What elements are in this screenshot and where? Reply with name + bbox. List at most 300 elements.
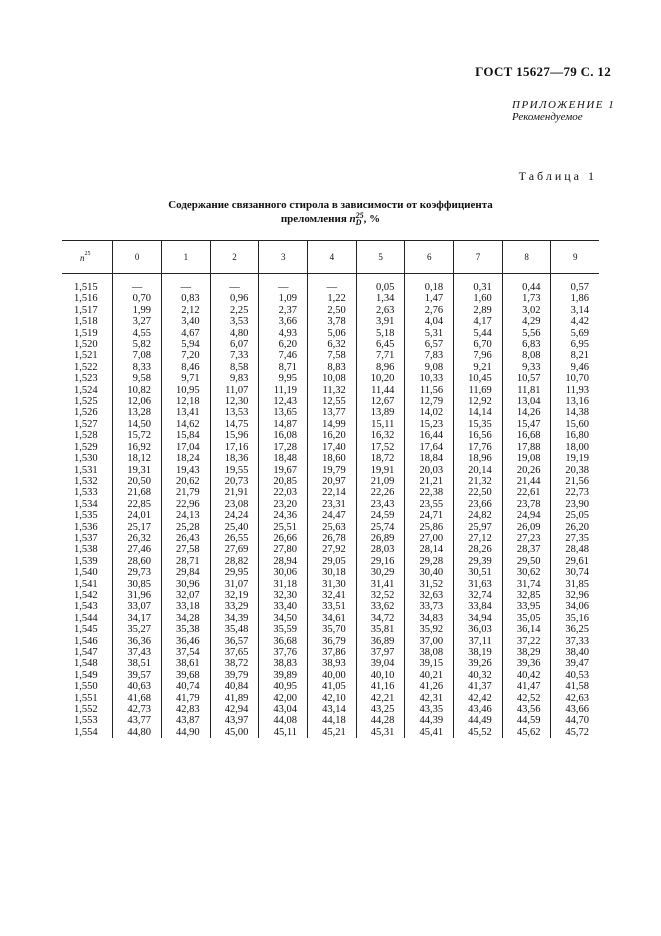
- styrene-value-cell: 14,99: [308, 419, 357, 430]
- table-row: [62, 590, 599, 601]
- styrene-value-cell: 29,73: [113, 567, 162, 578]
- styrene-value-cell: 3,66: [259, 316, 308, 327]
- styrene-value-cell: 22,61: [502, 487, 551, 498]
- styrene-value-cell: 21,56: [551, 476, 599, 487]
- header-col-8: 8: [502, 241, 551, 274]
- styrene-value-cell: 3,78: [308, 316, 357, 327]
- spacer-cell: [259, 274, 308, 283]
- styrene-value-cell: 3,14: [551, 305, 599, 316]
- table-row: [62, 487, 599, 498]
- styrene-value-cell: 34,17: [113, 613, 162, 624]
- styrene-value-cell: 22,03: [259, 487, 308, 498]
- table-row: [62, 396, 599, 407]
- styrene-value-cell: 30,62: [502, 567, 551, 578]
- styrene-value-cell: 3,91: [356, 316, 405, 327]
- styrene-value-cell: 19,19: [551, 453, 599, 464]
- styrene-value-cell: 26,89: [356, 533, 405, 544]
- table-row: [62, 567, 599, 578]
- row-refractive-index: 1,522: [74, 361, 98, 373]
- styrene-value-cell: 31,07: [210, 579, 259, 590]
- table-caption: [0, 199, 661, 226]
- styrene-value-cell: 10,33: [405, 373, 454, 384]
- table-row: [62, 282, 599, 293]
- styrene-value-cell: 33,95: [502, 601, 551, 612]
- styrene-value-cell: 15,72: [113, 430, 162, 441]
- table-row: [62, 316, 599, 327]
- styrene-value-cell: 6,83: [502, 339, 551, 350]
- styrene-value-cell: 27,35: [551, 533, 599, 544]
- styrene-value-cell: 36,03: [454, 624, 503, 635]
- row-refractive-index: 1,520: [74, 339, 98, 351]
- styrene-value-cell: 26,32: [113, 533, 162, 544]
- styrene-value-cell: 36,25: [551, 624, 599, 635]
- styrene-value-cell: 43,66: [551, 704, 599, 715]
- styrene-value-cell: 12,79: [405, 396, 454, 407]
- styrene-value-cell: 26,09: [502, 522, 551, 533]
- styrene-value-cell: 24,24: [210, 510, 259, 521]
- styrene-value-cell: 3,53: [210, 316, 259, 327]
- styrene-value-cell: 1,22: [308, 293, 357, 304]
- styrene-value-cell: 13,28: [113, 407, 162, 418]
- styrene-value-cell: 37,86: [308, 647, 357, 658]
- page-header: ГОСТ 15627—79 С. 12: [475, 64, 611, 79]
- styrene-value-cell: 4,80: [210, 328, 259, 339]
- styrene-value-cell: 39,15: [405, 658, 454, 669]
- styrene-value-cell: 21,91: [210, 487, 259, 498]
- styrene-value-cell: 17,76: [454, 442, 503, 453]
- styrene-value-cell: 6,07: [210, 339, 259, 350]
- table-row: [62, 293, 599, 304]
- styrene-value-cell: 28,60: [113, 556, 162, 567]
- styrene-value-cell: 6,45: [356, 339, 405, 350]
- styrene-value-cell: 41,58: [551, 681, 599, 692]
- styrene-value-cell: 34,83: [405, 613, 454, 624]
- styrene-value-cell: 8,46: [161, 362, 210, 373]
- styrene-value-cell: 7,96: [454, 350, 503, 361]
- styrene-value-cell: 30,40: [405, 567, 454, 578]
- styrene-value-cell: 40,84: [210, 681, 259, 692]
- styrene-value-cell: 29,84: [161, 567, 210, 578]
- table-row: [62, 305, 599, 316]
- row-refractive-index: 1,519: [74, 327, 98, 339]
- styrene-value-cell: 44,18: [308, 715, 357, 726]
- styrene-value-cell: 37,54: [161, 647, 210, 658]
- styrene-value-cell: 43,04: [259, 704, 308, 715]
- header-col-6: 6: [405, 241, 454, 274]
- styrene-value-cell: 22,73: [551, 487, 599, 498]
- styrene-value-cell: 3,40: [161, 316, 210, 327]
- styrene-value-cell: 8,58: [210, 362, 259, 373]
- styrene-value-cell: 18,36: [210, 453, 259, 464]
- table-row: [62, 407, 599, 418]
- table-row: [62, 544, 599, 555]
- styrene-value-cell: 17,52: [356, 442, 405, 453]
- table-row: [62, 579, 599, 590]
- row-refractive-index: 1,533: [74, 487, 98, 499]
- styrene-value-cell: 34,94: [454, 613, 503, 624]
- styrene-value-cell: 21,21: [405, 476, 454, 487]
- styrene-value-cell: 43,87: [161, 715, 210, 726]
- spacer-cell: [308, 274, 357, 283]
- table-row: [62, 453, 599, 464]
- header-n: n: [80, 253, 85, 263]
- styrene-value-cell: 42,73: [113, 704, 162, 715]
- row-refractive-index: 1,538: [74, 544, 98, 556]
- styrene-value-cell: 30,96: [161, 579, 210, 590]
- styrene-value-cell: 27,69: [210, 544, 259, 555]
- styrene-value-cell: 28,26: [454, 544, 503, 555]
- styrene-value-cell: 29,50: [502, 556, 551, 567]
- symbol-sup: 25: [355, 211, 364, 220]
- styrene-value-cell: 16,44: [405, 430, 454, 441]
- styrene-value-cell: 41,37: [454, 681, 503, 692]
- styrene-value-cell: 27,80: [259, 544, 308, 555]
- styrene-value-cell: 26,20: [551, 522, 599, 533]
- styrene-value-cell: 40,53: [551, 670, 599, 681]
- styrene-value-cell: 33,18: [161, 601, 210, 612]
- styrene-value-cell: 35,81: [356, 624, 405, 635]
- styrene-value-cell: 20,26: [502, 465, 551, 476]
- styrene-value-cell: 15,96: [210, 430, 259, 441]
- styrene-value-cell: 14,26: [502, 407, 551, 418]
- styrene-value-cell: 0,83: [161, 293, 210, 304]
- styrene-value-cell: 14,75: [210, 419, 259, 430]
- table-row: [62, 385, 599, 396]
- styrene-value-cell: 1,34: [356, 293, 405, 304]
- styrene-value-cell: 19,67: [259, 465, 308, 476]
- styrene-value-cell: 8,83: [308, 362, 357, 373]
- styrene-value-cell: 42,83: [161, 704, 210, 715]
- table-header-row: [62, 241, 599, 274]
- styrene-value-cell: 42,42: [454, 693, 503, 704]
- table-spacer-row: [62, 274, 599, 283]
- styrene-value-cell: 11,69: [454, 385, 503, 396]
- styrene-value-cell: 13,77: [308, 407, 357, 418]
- styrene-value-cell: 17,64: [405, 442, 454, 453]
- styrene-value-cell: 14,02: [405, 407, 454, 418]
- table-row: [62, 693, 599, 704]
- styrene-value-cell: 36,36: [113, 636, 162, 647]
- row-refractive-index: 1,548: [74, 658, 98, 670]
- styrene-value-cell: 10,45: [454, 373, 503, 384]
- styrene-value-cell: 11,32: [308, 385, 357, 396]
- styrene-value-cell: 20,38: [551, 465, 599, 476]
- styrene-value-cell: 39,26: [454, 658, 503, 669]
- styrene-value-cell: 19,55: [210, 465, 259, 476]
- styrene-value-cell: 28,48: [551, 544, 599, 555]
- styrene-value-cell: 36,46: [161, 636, 210, 647]
- styrene-value-cell: 25,17: [113, 522, 162, 533]
- refractive-index-symbol: [350, 213, 364, 225]
- styrene-value-cell: 37,97: [356, 647, 405, 658]
- styrene-value-cell: 27,12: [454, 533, 503, 544]
- styrene-value-cell: 38,72: [210, 658, 259, 669]
- styrene-value-cell: 2,12: [161, 305, 210, 316]
- styrene-value-cell: 20,03: [405, 465, 454, 476]
- styrene-value-cell: 9,08: [405, 362, 454, 373]
- styrene-value-cell: 42,52: [502, 693, 551, 704]
- styrene-value-cell: 24,13: [161, 510, 210, 521]
- styrene-value-cell: 22,96: [161, 499, 210, 510]
- styrene-value-cell: 12,92: [454, 396, 503, 407]
- styrene-value-cell: 25,51: [259, 522, 308, 533]
- styrene-value-cell: 44,39: [405, 715, 454, 726]
- styrene-value-cell: 32,96: [551, 590, 599, 601]
- table-body: [62, 274, 599, 739]
- styrene-value-cell: 24,71: [405, 510, 454, 521]
- styrene-value-cell: 40,42: [502, 670, 551, 681]
- styrene-value-cell: 15,23: [405, 419, 454, 430]
- styrene-value-cell: 31,63: [454, 579, 503, 590]
- refraction-styrene-table: [62, 240, 599, 738]
- styrene-value-cell: 21,79: [161, 487, 210, 498]
- styrene-value-cell: 15,47: [502, 419, 551, 430]
- row-refractive-index: 1,544: [74, 612, 98, 624]
- header-col-1: 1: [161, 241, 210, 274]
- table-row: [62, 510, 599, 521]
- styrene-value-cell: 9,71: [161, 373, 210, 384]
- table-number: Таблица 1: [518, 169, 597, 183]
- styrene-value-cell: 25,74: [356, 522, 405, 533]
- styrene-value-cell: 7,46: [259, 350, 308, 361]
- styrene-value-cell: 0,57: [551, 282, 599, 293]
- styrene-value-cell: 36,79: [308, 636, 357, 647]
- styrene-value-cell: 13,04: [502, 396, 551, 407]
- styrene-value-cell: 40,10: [356, 670, 405, 681]
- styrene-value-cell: 30,74: [551, 567, 599, 578]
- styrene-value-cell: 2,50: [308, 305, 357, 316]
- table-row: [62, 556, 599, 567]
- styrene-value-cell: 25,05: [551, 510, 599, 521]
- styrene-value-cell: 5,06: [308, 328, 357, 339]
- styrene-value-cell: 31,52: [405, 579, 454, 590]
- styrene-value-cell: 42,94: [210, 704, 259, 715]
- styrene-value-cell: 5,82: [113, 339, 162, 350]
- styrene-value-cell: 29,28: [405, 556, 454, 567]
- row-refractive-index: 1,525: [74, 396, 98, 408]
- styrene-value-cell: 23,66: [454, 499, 503, 510]
- styrene-value-cell: 7,83: [405, 350, 454, 361]
- styrene-value-cell: 9,21: [454, 362, 503, 373]
- styrene-value-cell: 18,84: [405, 453, 454, 464]
- styrene-value-cell: 12,43: [259, 396, 308, 407]
- styrene-value-cell: 21,09: [356, 476, 405, 487]
- styrene-value-cell: 14,38: [551, 407, 599, 418]
- styrene-value-cell: 38,08: [405, 647, 454, 658]
- styrene-value-cell: 33,29: [210, 601, 259, 612]
- styrene-value-cell: 33,40: [259, 601, 308, 612]
- styrene-value-cell: 40,32: [454, 670, 503, 681]
- styrene-value-cell: 35,92: [405, 624, 454, 635]
- styrene-value-cell: 26,78: [308, 533, 357, 544]
- row-refractive-index: 1,532: [74, 475, 98, 487]
- styrene-value-cell: 14,87: [259, 419, 308, 430]
- symbol-sub: D: [355, 218, 362, 227]
- styrene-value-cell: 33,07: [113, 601, 162, 612]
- spacer-cell: [405, 274, 454, 283]
- table-row: [62, 601, 599, 612]
- styrene-value-cell: 44,59: [502, 715, 551, 726]
- styrene-value-cell: 2,25: [210, 305, 259, 316]
- styrene-value-cell: 16,80: [551, 430, 599, 441]
- styrene-value-cell: 12,06: [113, 396, 162, 407]
- row-refractive-index: 1,528: [74, 430, 98, 442]
- styrene-value-cell: 30,29: [356, 567, 405, 578]
- styrene-value-cell: 37,65: [210, 647, 259, 658]
- row-refractive-index: 1,524: [74, 384, 98, 396]
- styrene-value-cell: 29,05: [308, 556, 357, 567]
- styrene-value-cell: 38,19: [454, 647, 503, 658]
- styrene-value-cell: 18,60: [308, 453, 357, 464]
- spacer-cell: [113, 274, 162, 283]
- styrene-value-cell: 33,84: [454, 601, 503, 612]
- styrene-value-cell: —: [161, 282, 210, 293]
- styrene-value-cell: 41,47: [502, 681, 551, 692]
- header-col-2: 2: [210, 241, 259, 274]
- appendix-block: [512, 99, 615, 123]
- styrene-value-cell: 19,31: [113, 465, 162, 476]
- styrene-value-cell: 18,96: [454, 453, 503, 464]
- styrene-value-cell: 35,48: [210, 624, 259, 635]
- styrene-value-cell: 5,31: [405, 328, 454, 339]
- styrene-value-cell: 6,95: [551, 339, 599, 350]
- table-row: [62, 658, 599, 669]
- styrene-value-cell: 15,11: [356, 419, 405, 430]
- styrene-value-cell: 45,11: [259, 727, 308, 738]
- row-refractive-index: 1,515: [74, 282, 98, 293]
- styrene-value-cell: 26,55: [210, 533, 259, 544]
- styrene-value-cell: 21,32: [454, 476, 503, 487]
- styrene-value-cell: 24,94: [502, 510, 551, 521]
- styrene-value-cell: 39,89: [259, 670, 308, 681]
- table-row: [62, 704, 599, 715]
- styrene-value-cell: 31,85: [551, 579, 599, 590]
- styrene-value-cell: 7,20: [161, 350, 210, 361]
- styrene-value-cell: 13,41: [161, 407, 210, 418]
- styrene-value-cell: 37,76: [259, 647, 308, 658]
- styrene-value-cell: 11,19: [259, 385, 308, 396]
- styrene-value-cell: 44,80: [113, 727, 162, 738]
- styrene-value-cell: 45,41: [405, 727, 454, 738]
- styrene-value-cell: 35,27: [113, 624, 162, 635]
- styrene-value-cell: 29,95: [210, 567, 259, 578]
- styrene-value-cell: 16,32: [356, 430, 405, 441]
- styrene-value-cell: 38,61: [161, 658, 210, 669]
- styrene-value-cell: 28,82: [210, 556, 259, 567]
- styrene-value-cell: 27,23: [502, 533, 551, 544]
- styrene-value-cell: 43,25: [356, 704, 405, 715]
- styrene-value-cell: 35,70: [308, 624, 357, 635]
- styrene-value-cell: 34,39: [210, 613, 259, 624]
- header-col-0: 0: [113, 241, 162, 274]
- styrene-value-cell: 34,06: [551, 601, 599, 612]
- styrene-value-cell: 16,08: [259, 430, 308, 441]
- styrene-value-cell: 9,58: [113, 373, 162, 384]
- styrene-value-cell: 1,73: [502, 293, 551, 304]
- styrene-value-cell: 13,89: [356, 407, 405, 418]
- styrene-value-cell: 29,39: [454, 556, 503, 567]
- styrene-value-cell: 27,92: [308, 544, 357, 555]
- styrene-value-cell: 1,09: [259, 293, 308, 304]
- styrene-value-cell: 41,16: [356, 681, 405, 692]
- styrene-value-cell: 37,22: [502, 636, 551, 647]
- styrene-value-cell: 27,58: [161, 544, 210, 555]
- row-refractive-index: 1,516: [74, 293, 98, 305]
- styrene-value-cell: 39,04: [356, 658, 405, 669]
- styrene-value-cell: 41,79: [161, 693, 210, 704]
- styrene-value-cell: 42,31: [405, 693, 454, 704]
- styrene-value-cell: 19,79: [308, 465, 357, 476]
- styrene-value-cell: 16,68: [502, 430, 551, 441]
- row-refractive-index: 1,529: [74, 441, 98, 453]
- styrene-value-cell: 0,70: [113, 293, 162, 304]
- styrene-value-cell: 20,62: [161, 476, 210, 487]
- styrene-value-cell: 38,40: [551, 647, 599, 658]
- styrene-value-cell: 23,90: [551, 499, 599, 510]
- styrene-value-cell: 43,77: [113, 715, 162, 726]
- styrene-value-cell: 11,93: [551, 385, 599, 396]
- styrene-value-cell: 19,91: [356, 465, 405, 476]
- styrene-value-cell: 36,57: [210, 636, 259, 647]
- styrene-value-cell: 32,52: [356, 590, 405, 601]
- styrene-value-cell: 29,61: [551, 556, 599, 567]
- styrene-value-cell: 24,47: [308, 510, 357, 521]
- styrene-value-cell: 36,14: [502, 624, 551, 635]
- table-row: [62, 465, 599, 476]
- styrene-value-cell: 4,67: [161, 328, 210, 339]
- styrene-value-cell: 22,38: [405, 487, 454, 498]
- row-refractive-index: 1,541: [74, 578, 98, 590]
- styrene-value-cell: 44,28: [356, 715, 405, 726]
- caption-prefix: преломления: [280, 213, 347, 225]
- styrene-value-cell: 32,41: [308, 590, 357, 601]
- styrene-value-cell: 30,85: [113, 579, 162, 590]
- styrene-value-cell: 22,85: [113, 499, 162, 510]
- styrene-value-cell: 10,95: [161, 385, 210, 396]
- row-refractive-index: 1,546: [74, 635, 98, 647]
- styrene-value-cell: 41,05: [308, 681, 357, 692]
- styrene-value-cell: 28,03: [356, 544, 405, 555]
- styrene-value-cell: 9,95: [259, 373, 308, 384]
- styrene-value-cell: 26,66: [259, 533, 308, 544]
- styrene-value-cell: 36,89: [356, 636, 405, 647]
- styrene-value-cell: 4,29: [502, 316, 551, 327]
- styrene-value-cell: 18,48: [259, 453, 308, 464]
- styrene-value-cell: 42,63: [551, 693, 599, 704]
- styrene-value-cell: 18,00: [551, 442, 599, 453]
- styrene-value-cell: 17,40: [308, 442, 357, 453]
- styrene-value-cell: 14,50: [113, 419, 162, 430]
- styrene-value-cell: 32,85: [502, 590, 551, 601]
- row-refractive-index: 1,547: [74, 647, 98, 658]
- styrene-value-cell: 12,18: [161, 396, 210, 407]
- styrene-value-cell: 8,96: [356, 362, 405, 373]
- styrene-value-cell: 23,43: [356, 499, 405, 510]
- table-row: [62, 522, 599, 533]
- styrene-value-cell: 25,97: [454, 522, 503, 533]
- styrene-value-cell: 20,97: [308, 476, 357, 487]
- styrene-value-cell: 28,37: [502, 544, 551, 555]
- styrene-value-cell: 30,18: [308, 567, 357, 578]
- styrene-value-cell: 4,17: [454, 316, 503, 327]
- styrene-value-cell: 38,93: [308, 658, 357, 669]
- row-refractive-index: 1,521: [74, 350, 98, 362]
- spacer-cell: [551, 274, 599, 283]
- styrene-value-cell: 12,55: [308, 396, 357, 407]
- styrene-value-cell: 13,53: [210, 407, 259, 418]
- table-row: [62, 533, 599, 544]
- row-refractive-index: 1,539: [74, 555, 98, 567]
